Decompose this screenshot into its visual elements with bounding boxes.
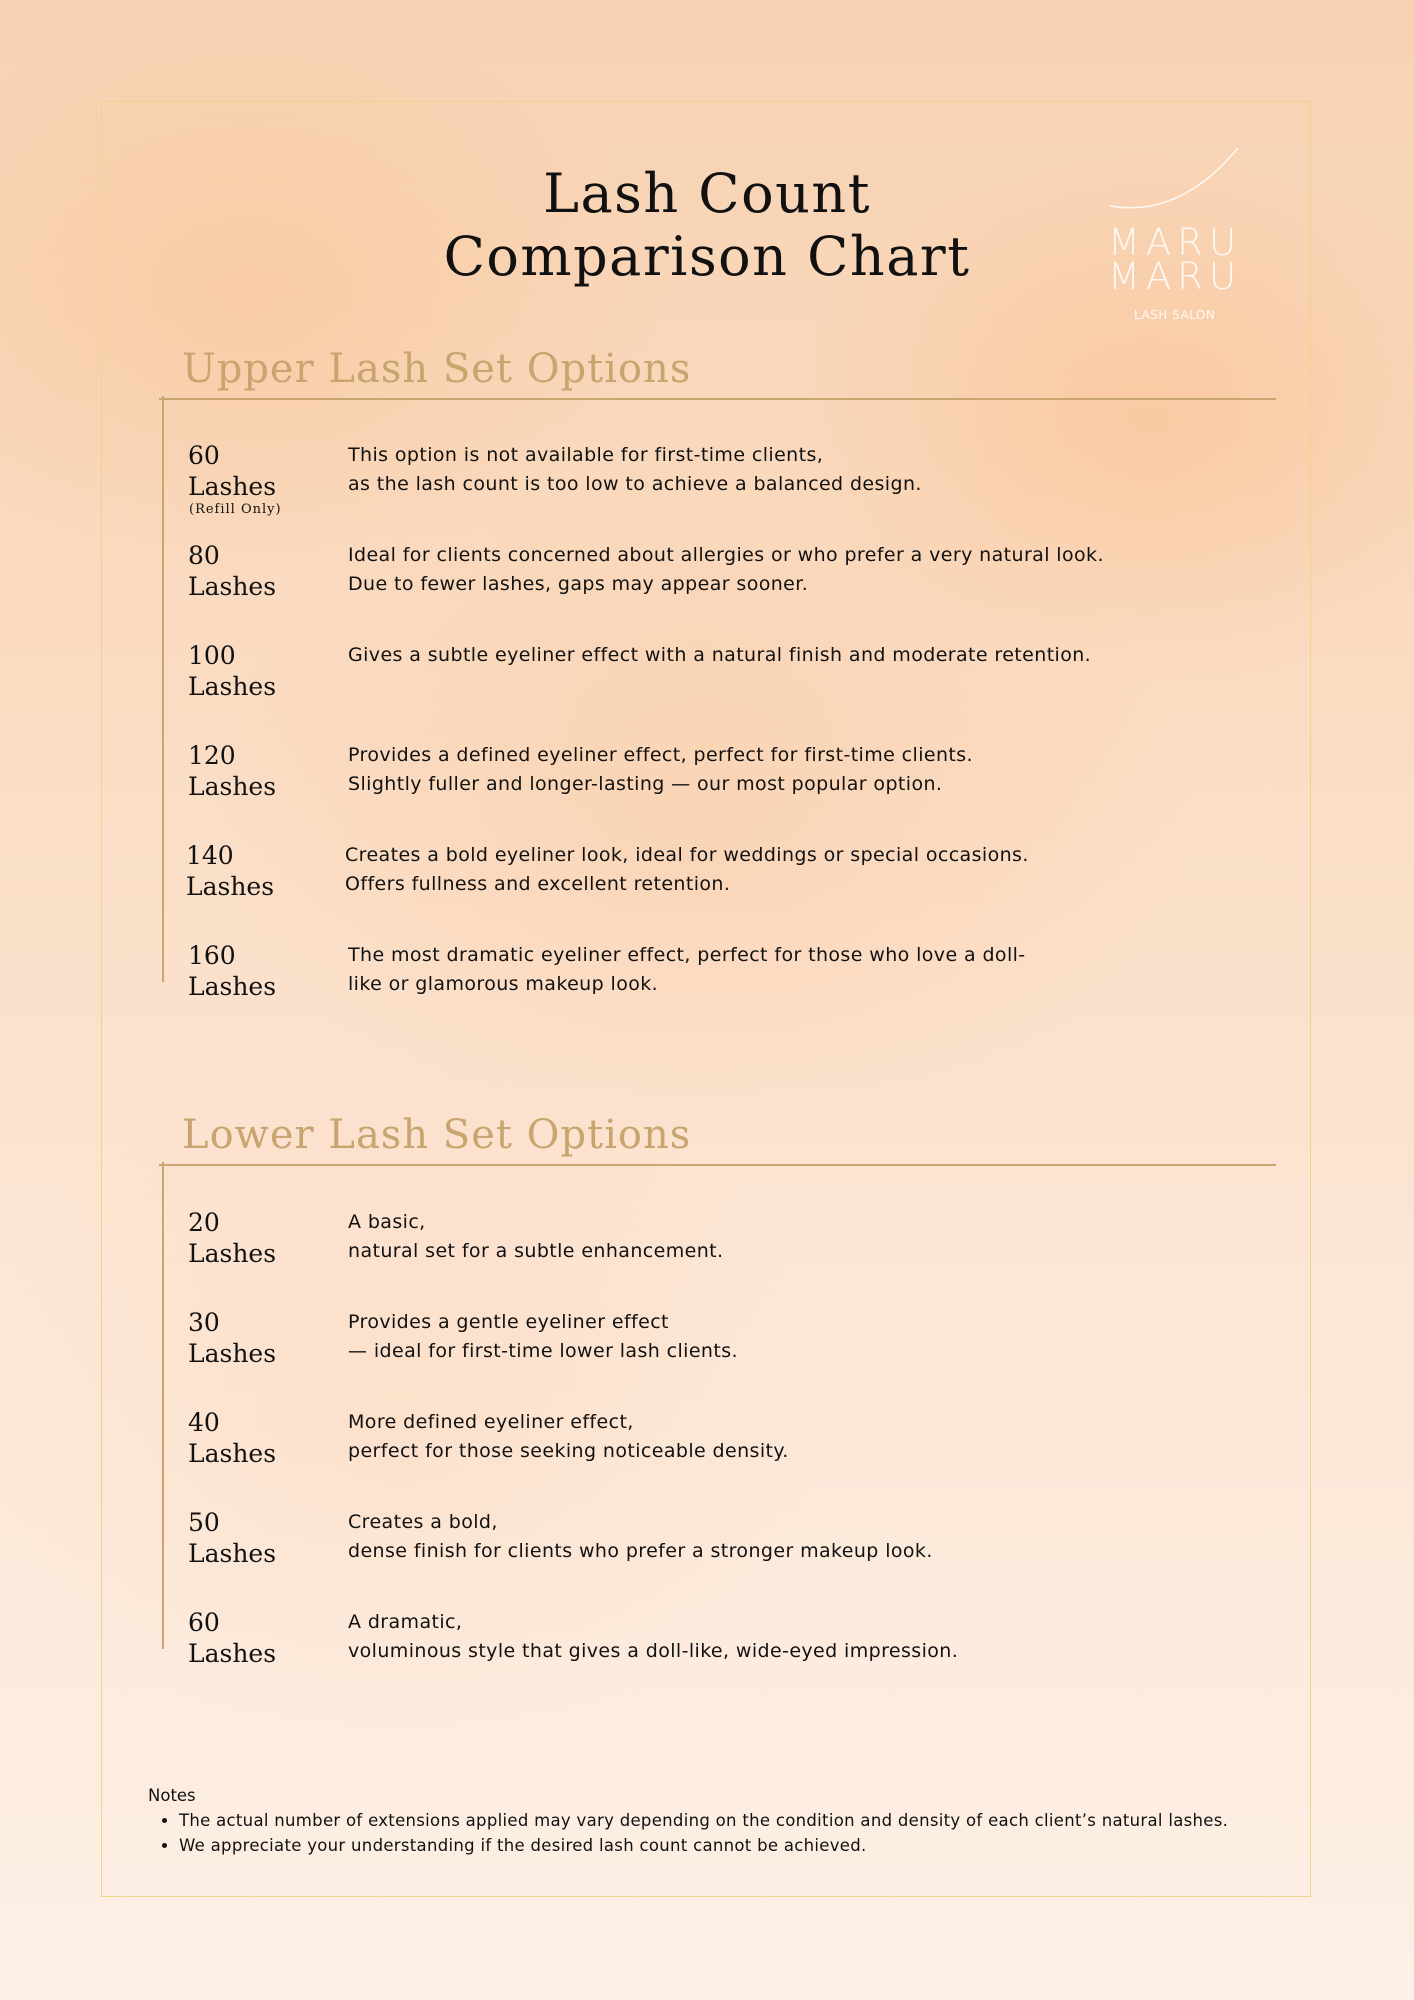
lash-count [188, 1607, 276, 1669]
lash-count [188, 1307, 276, 1369]
lash-count-unit: Lashes [188, 1439, 277, 1468]
description-line: Creates a bold, [348, 1511, 498, 1533]
logo-word-2: MARU [1108, 255, 1243, 298]
upper-option [0, 540, 1414, 640]
notes-item: • The actual number of extensions applied may vary depending on the condition and density of each client’s natural lashes. [179, 1808, 1308, 1833]
logo-arc-icon [1100, 140, 1250, 210]
description-line: perfect for those seeking noticeable density. [348, 1440, 789, 1462]
description-line: Offers fullness and excellent retention. [345, 873, 731, 895]
lash-count-unit: Lashes [188, 572, 277, 601]
description-line: — ideal for first-time lower lash clients. [348, 1340, 738, 1362]
lash-count-number: 20 [188, 1208, 220, 1237]
lash-count [188, 1507, 276, 1569]
option-description [348, 1208, 1148, 1266]
lash-count [186, 840, 274, 902]
option-description [348, 1308, 1148, 1366]
lash-count-unit: Lashes [188, 672, 277, 701]
lash-count-unit: Lashes [186, 872, 275, 901]
option-description [348, 641, 1148, 670]
lash-count-number: 140 [186, 841, 234, 870]
description-line: Provides a defined eyeliner effect, perfect for first-time clients. [348, 744, 973, 766]
description-line: Due to fewer lashes, gaps may appear sooner. [348, 573, 809, 595]
description-line: Provides a gentle eyeliner effect [348, 1311, 669, 1333]
option-description [348, 941, 1148, 999]
description-line: A basic, [348, 1211, 426, 1233]
lash-count-unit: Lashes [188, 772, 277, 801]
lash-count-number: 100 [188, 641, 236, 670]
salon-logo [1100, 140, 1250, 330]
lash-count-number: 80 [188, 541, 220, 570]
lower-option [0, 1307, 1414, 1407]
title-line-2: Comparison Chart [443, 225, 971, 288]
lower-option [0, 1407, 1414, 1507]
lower-option [0, 1607, 1414, 1707]
option-description [345, 841, 1145, 899]
upper-divider [159, 398, 1276, 400]
lash-count-unit: Lashes [188, 972, 277, 1001]
lash-count-note: (Refill Only) [189, 502, 282, 517]
upper-option [0, 440, 1414, 540]
option-description [348, 541, 1148, 599]
lash-count [188, 940, 276, 1002]
upper-section-heading: Upper Lash Set Options [182, 346, 692, 392]
lower-option [0, 1207, 1414, 1307]
description-line: as the lash count is too low to achieve a balanced design. [348, 473, 922, 495]
lash-count-number: 60 [188, 441, 220, 470]
description-line: Creates a bold eyeliner look, ideal for weddings or special occasions. [345, 844, 1029, 866]
lash-count-number: 30 [188, 1308, 220, 1337]
description-line: Gives a subtle eyeliner effect with a natural finish and moderate retention. [348, 644, 1092, 666]
lash-count [188, 440, 282, 518]
option-description [348, 1408, 1148, 1466]
option-description [348, 741, 1148, 799]
lash-count-number: 40 [188, 1408, 220, 1437]
description-line: natural set for a subtle enhancement. [348, 1240, 724, 1262]
notes-block [148, 1783, 1308, 1858]
upper-option [0, 940, 1414, 1040]
lower-divider [159, 1164, 1276, 1166]
lash-count-unit: Lashes [188, 1539, 277, 1568]
lash-count [188, 640, 276, 702]
lash-count-unit: Lashes [188, 1239, 277, 1268]
upper-option [0, 640, 1414, 740]
lower-section-heading: Lower Lash Set Options [182, 1112, 692, 1158]
description-line: dense finish for clients who prefer a stronger makeup look. [348, 1540, 933, 1562]
lash-count-unit: Lashes [188, 1339, 277, 1368]
lash-count-unit: Lashes [188, 1639, 277, 1668]
lash-count [188, 1407, 276, 1469]
description-line: This option is not available for first-time clients, [348, 444, 824, 466]
description-line: More defined eyeliner effect, [348, 1411, 634, 1433]
notes-heading: Notes [148, 1786, 196, 1805]
lash-count [188, 1207, 276, 1269]
option-description [348, 441, 1148, 499]
notes-item: • We appreciate your understanding if the desired lash count cannot be achieved. [179, 1833, 1308, 1858]
notes-list [148, 1808, 1308, 1858]
title-line-1: Lash Count [543, 162, 871, 225]
lower-option [0, 1507, 1414, 1607]
option-description [348, 1508, 1148, 1566]
lash-count-number: 50 [188, 1508, 220, 1537]
lash-count-number: 120 [188, 741, 236, 770]
lash-count-unit: Lashes [188, 472, 277, 501]
description-line: like or glamorous makeup look. [348, 973, 659, 995]
description-line: The most dramatic eyeliner effect, perfect for those who love a doll- [348, 944, 1026, 966]
description-line: Ideal for clients concerned about allergies or who prefer a very natural look. [348, 544, 1104, 566]
description-line: voluminous style that gives a doll-like, wide-eyed impression. [348, 1640, 959, 1662]
upper-option [0, 740, 1414, 840]
lash-count [188, 740, 276, 802]
logo-tagline: LASH SALON [1134, 308, 1216, 322]
description-line: A dramatic, [348, 1611, 463, 1633]
lash-count-number: 160 [188, 941, 236, 970]
upper-option [0, 840, 1414, 940]
description-line: Slightly fuller and longer-lasting — our most popular option. [348, 773, 943, 795]
option-description [348, 1608, 1148, 1666]
lash-count-number: 60 [188, 1608, 220, 1637]
lash-count [188, 540, 276, 602]
logo-word-1: MARU [1108, 221, 1243, 264]
